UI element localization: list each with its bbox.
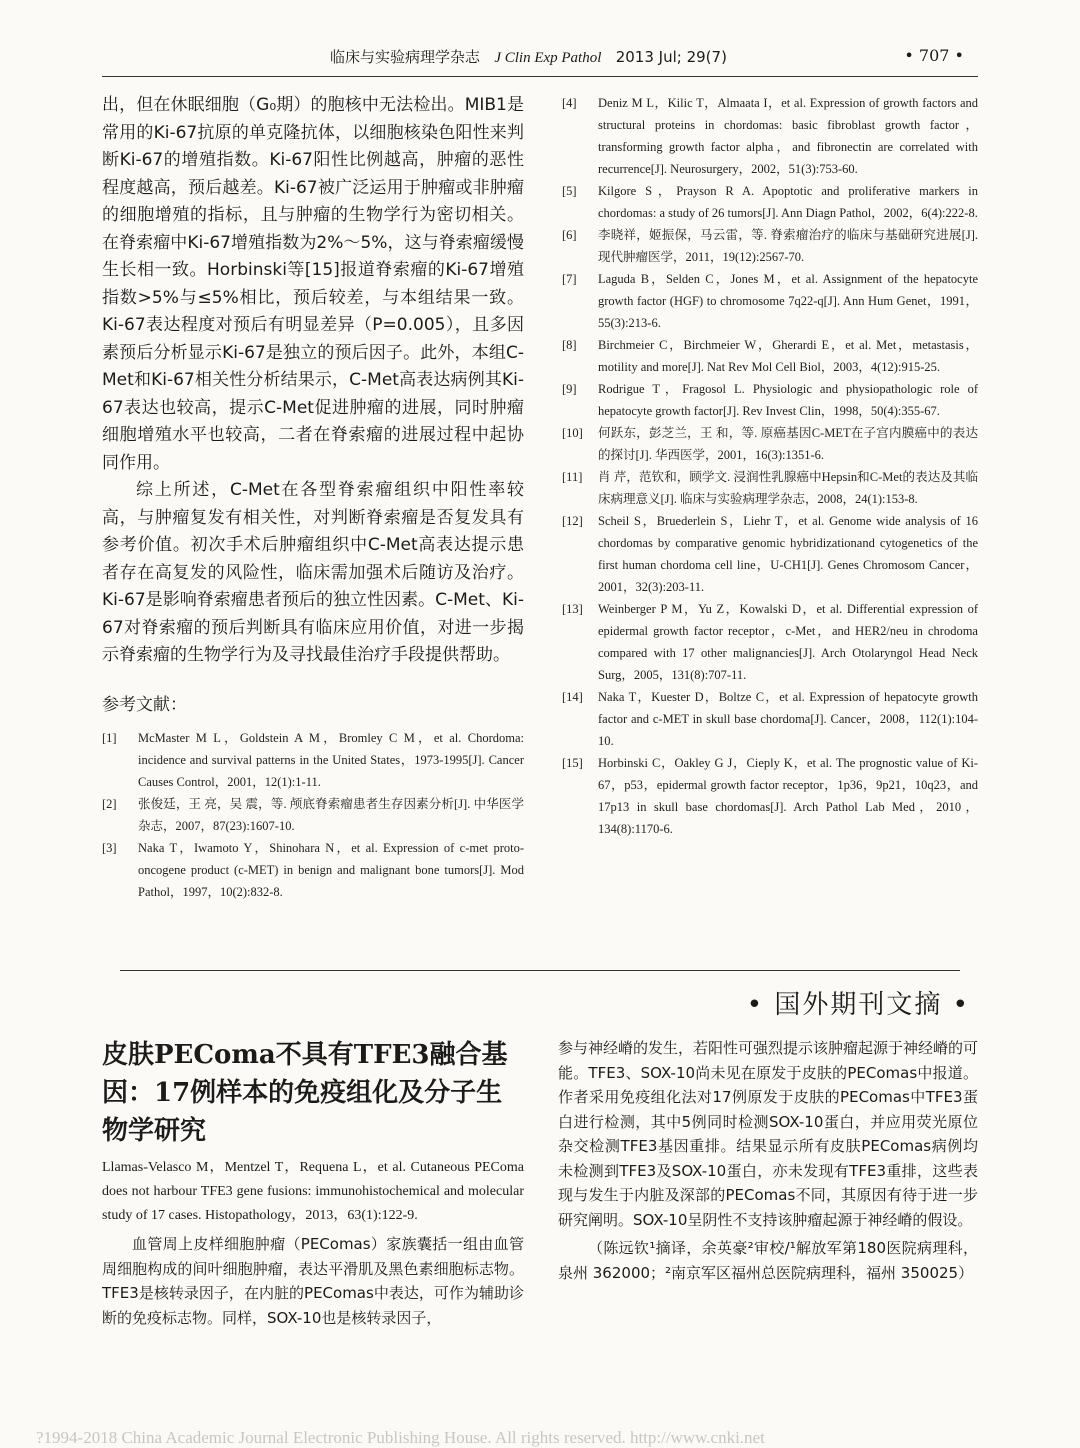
reference-number: [3] <box>102 840 117 855</box>
reference-item <box>562 224 978 268</box>
reference-item <box>562 752 978 840</box>
reference-text: Scheil S，Bruederlein S，Liehr T，et al. Genome wide analysis of 16 chordomas by comparative genomic hybridizationand cytogenetics of the first human chordoma cell line，U-CH1[J]. Genes Chromosom Cancer，2001，32(3):203-11. <box>598 514 978 594</box>
reference-number: [8] <box>562 338 577 352</box>
reference-number: [1] <box>102 730 117 745</box>
reference-text: Horbinski C，Oakley G J，Cieply K，et al. The prognostic value of Ki-67，p53，epidermal growth factor receptor，1p36，9p21，10q23，and 17p13 in skull base chordomas[J]. Arch Pathol Lab Med，2010，134(8):1170-6. <box>598 756 978 836</box>
abstract-paragraph-right: 参与神经嵴的发生，若阳性可强烈提示该肿瘤起源于神经嵴的可能。TFE3、SOX-10尚未见在原发于皮肤的PEComas中报道。作者采用免疫组化法对17例原发于皮肤的PEComas中TFE3蛋白进行检测，其中5例同时检测SOX-10蛋白，并应用荧光原位杂交检测TFE3基因重排。结果显示所有皮肤PEComas病例均未检测到TFE3及SOX-10蛋白，亦未发现有TFE3重排，这些表现与发生于内脏及深部的PEComas不同，其原因有待于进一步研究阐明。SOX-10呈阴性不支持该肿瘤起源于神经嵴的假设。 <box>558 1039 979 1229</box>
body-paragraph-1: 出，但在休眠细胞（G₀期）的胞核中无法检出。MIB1是常用的Ki-67抗原的单克隆抗体，以细胞核染色阳性来判断Ki-67的增殖指数。Ki-67阳性比例越高，肿瘤的恶性程度越高，预后越差。Ki-67被广泛运用于肿瘤或非肿瘤的细胞增殖的指标，且与肿瘤的生物学行为密切相关。在脊索瘤中Ki-67增殖指数为2%～5%，这与脊索瘤缓慢生长相一致。Horbinski等[15]报道脊索瘤的Ki-67增殖指数>5%与≤5%相比，预后较差，与本组结果一致。Ki-67表达程度对预后有明显差异（P=0.005），且多因素预后分析显示Ki-67是独立的预后因子。此外，本组C-Met和Ki-67相关性分析结果示，C-Met高表达病例其Ki-67表达也较高，提示C-Met促进肿瘤的进展，同时肿瘤细胞增殖水平也较高，二者在脊索瘤的进展过程中起协同作用。 <box>102 95 524 473</box>
copyright-footer: ?1994-2018 China Academic Journal Electronic Publishing House. All rights reserved. http://www.cnki.net <box>36 1428 765 1447</box>
abstract-paragraph-left: 血管周上皮样细胞肿瘤（PEComas）家族囊括一组由血管周细胞构成的间叶细胞肿瘤，表达平滑肌及黑色素细胞标志物。TFE3是核转录因子，在内脏的PEComas中表达，可作为辅助诊断的免疫标志物。同样，SOX-10也是核转录因子， <box>102 1235 524 1327</box>
reference-item <box>562 92 978 180</box>
journal-title-cn: 临床与实验病理学杂志 <box>330 48 481 66</box>
references-list-right <box>562 92 978 840</box>
reference-item <box>102 837 524 903</box>
reference-text: 李晓祥，姬振保，马云雷，等. 脊索瘤治疗的临床与基础研究进展[J]. 现代肿瘤医学，2011，19(12):2567-70. <box>598 228 978 264</box>
reference-number: [7] <box>562 272 577 286</box>
reference-item <box>562 334 978 378</box>
reference-number: [10] <box>562 426 583 440</box>
reference-item <box>562 510 978 598</box>
reference-number: [5] <box>562 184 577 198</box>
reference-number: [9] <box>562 382 577 396</box>
left-column <box>102 92 524 903</box>
reference-text: McMaster M L，Goldstein A M，Bromley C M，et al. Chordoma: incidence and survival patterns in the United States，1973-1995[J]. Cancer Causes Control，2001，12(1):1-11. <box>138 730 524 789</box>
page-number: • 707 • <box>904 46 964 65</box>
reference-text: Naka T，Iwamoto Y，Shinohara N，et al. Expression of c-met proto-oncogene product (c-MET) in benign and malignant bone tumors[J]. Mod Pathol，1997，10(2):832-8. <box>138 840 524 899</box>
abstract-title: 皮肤PEComa不具有TFE3融合基因：17例样本的免疫组化及分子生物学研究 <box>102 1040 508 1146</box>
reference-number: [13] <box>562 602 583 616</box>
reference-text: Deniz M L，Kilic T，Almaata I，et al. Expression of growth factors and structural proteins in chordomas: basic fibroblast growth factor，transforming growth factor alpha，and fibronectin are correlated with recurrence[J]. Neurosurgery，2002，51(3):753-60. <box>598 96 978 176</box>
reference-item <box>102 793 524 837</box>
reference-text: Birchmeier C，Birchmeier W，Gherardi E，et al. Met，metastasis，motility and more[J]. Nat Rev Mol Cell Biol，2003，4(12):915-25. <box>598 338 978 374</box>
reference-number: [11] <box>562 470 583 484</box>
reference-text: 张俊廷，王 亮，吴 震，等. 颅底脊索瘤患者生存因素分析[J]. 中华医学杂志，2007，87(23):1607-10. <box>138 796 524 833</box>
reference-item <box>562 422 978 466</box>
reference-item <box>562 686 978 752</box>
journal-issue: 2013 Jul; 29(7) <box>615 48 727 66</box>
reference-text: 肖 芹，范钦和，顾学文. 浸润性乳腺癌中Hepsin和C-Met的表达及其临床病理意义[J]. 临床与实验病理学杂志，2008，24(1):153-8. <box>598 470 978 506</box>
reference-item <box>562 466 978 510</box>
right-column <box>562 92 978 840</box>
reference-number: [15] <box>562 756 583 770</box>
reference-item <box>562 598 978 686</box>
references-list-left <box>102 727 524 903</box>
reference-text: Kilgore S，Prayson R A. Apoptotic and proliferative markers in chordomas: a study of 26 tumors[J]. Ann Diagn Pathol，2002，6(4):222-8. <box>598 184 978 220</box>
abstract-right-column <box>558 1036 978 1285</box>
references-heading: 参考文献： <box>102 694 187 715</box>
journal-title-en: J Clin Exp Pathol <box>494 50 602 66</box>
reference-number: [6] <box>562 228 577 242</box>
reference-item <box>562 268 978 334</box>
reference-item <box>102 727 524 793</box>
reference-text: 何跃东，彭芝兰，王 和，等. 原癌基因C-MET在子宫内膜癌中的表达的探讨[J]. 华西医学，2001，16(3):1351-6. <box>598 426 978 462</box>
abstract-citation: Llamas-Velasco M，Mentzel T，Requena L，et al. Cutaneous PEComa does not harbour TFE3 gene fusions: immunohistochemical and molecular study of 17 cases. Histopathology，2013，63(1):122-9. <box>102 1160 524 1223</box>
reference-number: [12] <box>562 514 583 528</box>
section-divider <box>120 970 960 971</box>
reference-number: [4] <box>562 96 577 110</box>
journal-title <box>330 46 727 67</box>
reference-text: Naka T，Kuester D，Boltze C，et al. Expression of hepatocyte growth factor and c-MET in skull base chordoma[J]. Cancer，2008，112(1):104-10. <box>598 690 978 748</box>
reference-item <box>562 378 978 422</box>
running-header <box>102 46 978 77</box>
reference-text: Laguda B，Selden C，Jones M，et al. Assignment of the hepatocyte growth factor (HGF) to chromosome 7q22-q[J]. Ann Hum Genet，1991，55(3):213-6. <box>598 272 978 330</box>
reference-number: [14] <box>562 690 583 704</box>
abstract-left-column <box>102 1036 524 1330</box>
reference-number: [2] <box>102 796 117 811</box>
reference-text: Rodrigue T，Fragosol L. Physiologic and physiopathologic role of hepatocyte growth factor[J]. Rev Invest Clin，1998，50(4):355-67. <box>598 382 978 418</box>
section-title: • 国外期刊文摘 • <box>746 990 970 1020</box>
abstract-credits: （陈远钦¹摘译，余英豪²审校/¹解放军第180医院病理科，泉州 362000；²南京军区福州总医院病理科，福州 350025） <box>558 1239 978 1282</box>
reference-item <box>562 180 978 224</box>
reference-text: Weinberger P M，Yu Z，Kowalski D，et al. Differential expression of epidermal growth factor receptor，c-Met，and HER2/neu in chrodoma compared with 17 other malignancies[J]. Arch Otolaryngol Head Neck Surg，2005，131(8):707-11. <box>598 602 978 682</box>
body-paragraph-2: 综上所述，C-Met在各型脊索瘤组织中阳性率较高，与肿瘤复发有相关性，对判断脊索瘤是否复发具有参考价值。初次手术后肿瘤组织中C-Met高表达提示患者存在高复发的风险性，临床需加强术后随访及治疗。Ki-67是影响脊索瘤患者预后的独立性因素。C-Met、Ki-67对脊索瘤的预后判断具有临床应用价值，对进一步揭示脊索瘤的生物学行为及寻找最佳治疗手段提供帮助。 <box>102 480 524 665</box>
